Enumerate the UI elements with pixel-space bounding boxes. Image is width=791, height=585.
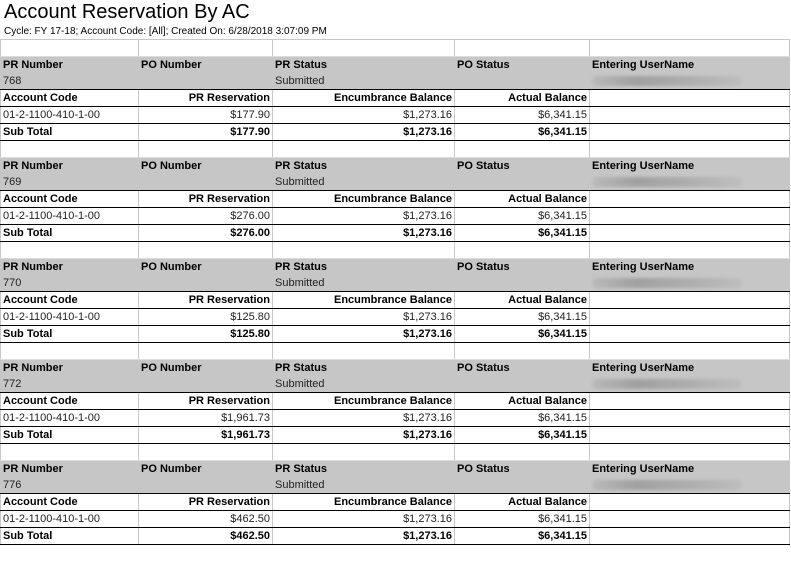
redacted-username (592, 379, 742, 389)
pr-value-row (1, 73, 790, 90)
pr-number-header: PR Number (1, 158, 139, 175)
sub-total-pr-reservation: $462.50 (139, 528, 273, 545)
account-header-row (1, 292, 790, 309)
pr-value-row (1, 275, 790, 292)
sub-total-row (1, 427, 790, 444)
report-body (1, 40, 790, 545)
pr-number-value: 768 (1, 73, 139, 90)
entering-username-header: Entering UserName (590, 259, 790, 276)
pr-status-value: Submitted (273, 477, 455, 494)
actual-balance-value: $6,341.15 (455, 410, 590, 427)
pr-number-header: PR Number (1, 360, 139, 377)
spacer-row (1, 40, 790, 57)
sub-total-label: Sub Total (1, 427, 139, 444)
account-row (1, 511, 790, 528)
po-status-header: PO Status (455, 57, 590, 74)
pr-header-row (1, 461, 790, 478)
encumbrance-balance-value: $1,273.16 (273, 410, 455, 427)
pr-reservation-value: $125.80 (139, 309, 273, 326)
sub-total-row (1, 326, 790, 343)
account-code-header: Account Code (1, 90, 139, 107)
sub-total-label: Sub Total (1, 528, 139, 545)
sub-total-label: Sub Total (1, 124, 139, 141)
sub-total-actual-balance: $6,341.15 (455, 225, 590, 242)
redacted-username (592, 76, 742, 86)
encumbrance-balance-header: Encumbrance Balance (273, 292, 455, 309)
actual-balance-value: $6,341.15 (455, 208, 590, 225)
pr-number-value: 772 (1, 376, 139, 393)
entering-username-header: Entering UserName (590, 158, 790, 175)
redacted-username (592, 177, 742, 187)
pr-status-header: PR Status (273, 57, 455, 74)
pr-number-value: 769 (1, 174, 139, 191)
entering-username-value (590, 477, 790, 494)
pr-status-header: PR Status (273, 158, 455, 175)
sub-total-actual-balance: $6,341.15 (455, 124, 590, 141)
encumbrance-balance-header: Encumbrance Balance (273, 90, 455, 107)
pr-reservation-header: PR Reservation (139, 90, 273, 107)
pr-status-value: Submitted (273, 275, 455, 292)
sub-total-actual-balance: $6,341.15 (455, 427, 590, 444)
pr-value-row (1, 174, 790, 191)
po-number-header: PO Number (139, 158, 273, 175)
sub-total-actual-balance: $6,341.15 (455, 326, 590, 343)
sub-total-encumbrance-balance: $1,273.16 (273, 528, 455, 545)
actual-balance-header: Actual Balance (455, 292, 590, 309)
encumbrance-balance-header: Encumbrance Balance (273, 494, 455, 511)
pr-reservation-value: $462.50 (139, 511, 273, 528)
encumbrance-balance-header: Encumbrance Balance (273, 393, 455, 410)
pr-header-row (1, 259, 790, 276)
po-status-value (455, 73, 590, 90)
po-status-value (455, 275, 590, 292)
account-code-value: 01-2-1100-410-1-00 (1, 107, 139, 124)
actual-balance-header: Actual Balance (455, 494, 590, 511)
entering-username-header: Entering UserName (590, 360, 790, 377)
encumbrance-balance-value: $1,273.16 (273, 107, 455, 124)
actual-balance-value: $6,341.15 (455, 309, 590, 326)
pr-status-value: Submitted (273, 376, 455, 393)
account-header-row (1, 90, 790, 107)
spacer-row (1, 141, 790, 158)
sub-total-actual-balance: $6,341.15 (455, 528, 590, 545)
po-status-header: PO Status (455, 360, 590, 377)
po-status-header: PO Status (455, 158, 590, 175)
account-row (1, 107, 790, 124)
account-code-value: 01-2-1100-410-1-00 (1, 511, 139, 528)
encumbrance-balance-value: $1,273.16 (273, 309, 455, 326)
account-code-header: Account Code (1, 292, 139, 309)
po-status-header: PO Status (455, 461, 590, 478)
report-title: Account Reservation By AC (4, 1, 250, 23)
encumbrance-balance-value: $1,273.16 (273, 511, 455, 528)
po-status-value (455, 376, 590, 393)
sub-total-pr-reservation: $1,961.73 (139, 427, 273, 444)
po-number-header: PO Number (139, 259, 273, 276)
redacted-username (592, 278, 742, 288)
encumbrance-balance-value: $1,273.16 (273, 208, 455, 225)
encumbrance-balance-header: Encumbrance Balance (273, 191, 455, 208)
po-status-value (455, 174, 590, 191)
po-status-header: PO Status (455, 259, 590, 276)
account-code-value: 01-2-1100-410-1-00 (1, 309, 139, 326)
pr-status-header: PR Status (273, 461, 455, 478)
entering-username-header: Entering UserName (590, 461, 790, 478)
account-code-value: 01-2-1100-410-1-00 (1, 208, 139, 225)
pr-status-value: Submitted (273, 73, 455, 90)
pr-reservation-value: $1,961.73 (139, 410, 273, 427)
po-number-value (139, 174, 273, 191)
sub-total-encumbrance-balance: $1,273.16 (273, 427, 455, 444)
sub-total-row (1, 528, 790, 545)
account-header-row (1, 494, 790, 511)
pr-reservation-value: $177.90 (139, 107, 273, 124)
entering-username-value (590, 73, 790, 90)
pr-header-row (1, 360, 790, 377)
account-header-row (1, 191, 790, 208)
actual-balance-header: Actual Balance (455, 90, 590, 107)
pr-status-value: Submitted (273, 174, 455, 191)
account-row (1, 410, 790, 427)
pr-reservation-header: PR Reservation (139, 393, 273, 410)
actual-balance-header: Actual Balance (455, 393, 590, 410)
pr-reservation-header: PR Reservation (139, 191, 273, 208)
pr-number-header: PR Number (1, 259, 139, 276)
sub-total-row (1, 225, 790, 242)
entering-username-value (590, 174, 790, 191)
sub-total-row (1, 124, 790, 141)
pr-number-value: 770 (1, 275, 139, 292)
spacer-row (1, 444, 790, 461)
pr-value-row (1, 477, 790, 494)
account-code-header: Account Code (1, 393, 139, 410)
sub-total-pr-reservation: $125.80 (139, 326, 273, 343)
spacer-row (1, 242, 790, 259)
entering-username-value (590, 275, 790, 292)
pr-status-header: PR Status (273, 360, 455, 377)
account-code-header: Account Code (1, 191, 139, 208)
sub-total-encumbrance-balance: $1,273.16 (273, 326, 455, 343)
entering-username-header: Entering UserName (590, 57, 790, 74)
sub-total-label: Sub Total (1, 225, 139, 242)
pr-number-header: PR Number (1, 57, 139, 74)
account-row (1, 208, 790, 225)
po-number-header: PO Number (139, 57, 273, 74)
pr-header-row (1, 158, 790, 175)
pr-value-row (1, 376, 790, 393)
sub-total-encumbrance-balance: $1,273.16 (273, 225, 455, 242)
pr-number-header: PR Number (1, 461, 139, 478)
entering-username-value (590, 376, 790, 393)
po-number-value (139, 275, 273, 292)
report-subtitle: Cycle: FY 17-18; Account Code: [All]; Created On: 6/28/2018 3:07:09 PM (0, 24, 790, 40)
pr-status-header: PR Status (273, 259, 455, 276)
sub-total-encumbrance-balance: $1,273.16 (273, 124, 455, 141)
po-number-value (139, 73, 273, 90)
actual-balance-value: $6,341.15 (455, 511, 590, 528)
pr-header-row (1, 57, 790, 74)
account-code-header: Account Code (1, 494, 139, 511)
actual-balance-value: $6,341.15 (455, 107, 590, 124)
account-header-row (1, 393, 790, 410)
account-code-value: 01-2-1100-410-1-00 (1, 410, 139, 427)
pr-reservation-header: PR Reservation (139, 292, 273, 309)
po-number-value (139, 477, 273, 494)
pr-reservation-header: PR Reservation (139, 494, 273, 511)
pr-reservation-value: $276.00 (139, 208, 273, 225)
actual-balance-header: Actual Balance (455, 191, 590, 208)
pr-number-value: 776 (1, 477, 139, 494)
spacer-row (1, 343, 790, 360)
po-number-header: PO Number (139, 360, 273, 377)
sub-total-pr-reservation: $177.90 (139, 124, 273, 141)
po-status-value (455, 477, 590, 494)
po-number-value (139, 376, 273, 393)
sub-total-pr-reservation: $276.00 (139, 225, 273, 242)
redacted-username (592, 480, 742, 490)
sub-total-label: Sub Total (1, 326, 139, 343)
account-row (1, 309, 790, 326)
report-table (0, 40, 790, 545)
po-number-header: PO Number (139, 461, 273, 478)
